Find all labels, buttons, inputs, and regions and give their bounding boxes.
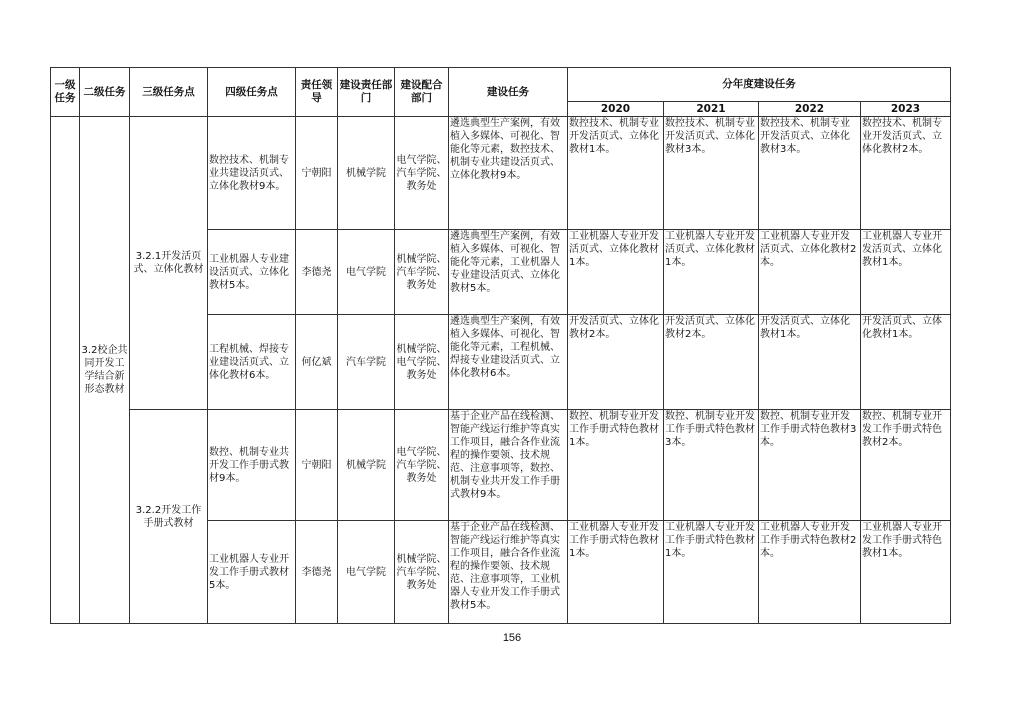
year-2023-cell: 数控、机制专业开发工作手册式特色教材2本。 bbox=[861, 410, 951, 521]
table-row bbox=[51, 117, 951, 230]
construction-task-table bbox=[50, 67, 951, 624]
coop-cell: 电气学院、汽车学院、教务处 bbox=[395, 117, 449, 230]
level3-cell: 3.2.2开发工作手册式教材 bbox=[130, 410, 208, 624]
year-2023-cell: 工业机器人专业开发活页式、立体化教材1本。 bbox=[861, 230, 951, 315]
year-2023-cell: 工业机器人专业开发工作手册式特色教材1本。 bbox=[861, 521, 951, 624]
level4-cell: 工程机械、焊接专业建设活页式、立体化教材6本。 bbox=[208, 315, 296, 410]
level3-cell: 3.2.1开发活页式、立体化教材 bbox=[130, 117, 208, 410]
header-task: 建设任务 bbox=[449, 68, 568, 117]
year-2021-cell: 工业机器人专业开发活页式、立体化教材1本。 bbox=[664, 230, 759, 315]
year-2021-cell: 开发活页式、立体化教材2本。 bbox=[664, 315, 759, 410]
coop-cell: 电气学院、汽车学院、教务处 bbox=[395, 410, 449, 521]
page-number: 156 bbox=[502, 632, 522, 644]
header-dept: 建设责任部门 bbox=[338, 68, 395, 117]
year-2022-cell: 数控技术、机制专业开发活页式、立体化教材3本。 bbox=[759, 117, 861, 230]
header-level2: 二级任务 bbox=[80, 68, 130, 117]
task-cell: 遴选典型生产案例，有效植入多媒体、可视化、智能化等元素，数控技术、机制专业共建设活页式、立体化教材9本。 bbox=[449, 117, 568, 230]
leader-cell: 何亿斌 bbox=[296, 315, 338, 410]
header-year-2021: 2021 bbox=[664, 102, 759, 117]
leader-cell: 李德尧 bbox=[296, 521, 338, 624]
year-2021-cell: 数控技术、机制专业开发活页式、立体化教材3本。 bbox=[664, 117, 759, 230]
level1-cell bbox=[51, 117, 80, 624]
coop-cell: 机械学院、汽车学院、教务处 bbox=[395, 230, 449, 315]
task-table-sheet bbox=[50, 67, 950, 624]
task-cell: 基于企业产品在线检测、智能产线运行维护等真实工作项目，融合各作业流程的操作要领、技术规范、注意事项等，工业机器人专业开发工作手册式教材5本。 bbox=[449, 521, 568, 624]
table-row bbox=[51, 410, 951, 521]
year-2023-cell: 数控技术、机制专业开发活页式、立体化教材2本。 bbox=[861, 117, 951, 230]
level2-cell: 3.2校企共同开发工学结合新形态教材 bbox=[80, 117, 130, 624]
header-row bbox=[51, 68, 951, 102]
level4-cell: 数控技术、机制专业共建设活页式、立体化教材9本。 bbox=[208, 117, 296, 230]
level4-cell: 工业机器人专业建设活页式、立体化教材5本。 bbox=[208, 230, 296, 315]
header-year-2020: 2020 bbox=[568, 102, 664, 117]
year-2021-cell: 数控、机制专业开发工作手册式特色教材3本。 bbox=[664, 410, 759, 521]
header-level1: 一级任务 bbox=[51, 68, 80, 117]
year-2021-cell: 工业机器人专业开发工作手册式特色教材1本。 bbox=[664, 521, 759, 624]
dept-cell: 电气学院 bbox=[338, 230, 395, 315]
coop-cell: 机械学院、电气学院、教务处 bbox=[395, 315, 449, 410]
year-2023-cell: 开发活页式、立体化教材1本。 bbox=[861, 315, 951, 410]
dept-cell: 机械学院 bbox=[338, 410, 395, 521]
dept-cell: 汽车学院 bbox=[338, 315, 395, 410]
year-2020-cell: 工业机器人专业开发活页式、立体化教材1本。 bbox=[568, 230, 664, 315]
year-2020-cell: 数控、机制专业开发工作手册式特色教材1本。 bbox=[568, 410, 664, 521]
dept-cell: 机械学院 bbox=[338, 117, 395, 230]
task-cell: 基于企业产品在线检测、智能产线运行维护等真实工作项目，融合各作业流程的操作要领、技术规范、注意事项等，数控、机制专业共开发工作手册式教材9本。 bbox=[449, 410, 568, 521]
leader-cell: 宁朝阳 bbox=[296, 117, 338, 230]
year-2020-cell: 开发活页式、立体化教材2本。 bbox=[568, 315, 664, 410]
header-leader: 责任领导 bbox=[296, 68, 338, 117]
header-year-2023: 2023 bbox=[861, 102, 951, 117]
header-level3: 三级任务点 bbox=[130, 68, 208, 117]
level4-cell: 工业机器人专业开发工作手册式教材5本。 bbox=[208, 521, 296, 624]
year-2022-cell: 数控、机制专业开发工作手册式特色教材3本。 bbox=[759, 410, 861, 521]
year-2022-cell: 开发活页式、立体化教材1本。 bbox=[759, 315, 861, 410]
leader-cell: 李德尧 bbox=[296, 230, 338, 315]
dept-cell: 电气学院 bbox=[338, 521, 395, 624]
header-year-2022: 2022 bbox=[759, 102, 861, 117]
header-annual: 分年度建设任务 bbox=[568, 68, 951, 102]
header-coop: 建设配合部门 bbox=[395, 68, 449, 117]
coop-cell: 机械学院、汽车学院、教务处 bbox=[395, 521, 449, 624]
year-2022-cell: 工业机器人专业开发活页式、立体化教材2本。 bbox=[759, 230, 861, 315]
leader-cell: 宁朝阳 bbox=[296, 410, 338, 521]
header-level4: 四级任务点 bbox=[208, 68, 296, 117]
year-2020-cell: 工业机器人专业开发工作手册式特色教材1本。 bbox=[568, 521, 664, 624]
level4-cell: 数控、机制专业共开发工作手册式教材9本。 bbox=[208, 410, 296, 521]
task-cell: 遴选典型生产案例，有效植入多媒体、可视化、智能化等元素，工程机械、焊接专业建设活页式、立体化教材6本。 bbox=[449, 315, 568, 410]
task-cell: 遴选典型生产案例，有效植入多媒体、可视化、智能化等元素，工业机器人专业建设活页式、立体化教材5本。 bbox=[449, 230, 568, 315]
year-2022-cell: 工业机器人专业开发工作手册式特色教材2本。 bbox=[759, 521, 861, 624]
year-2020-cell: 数控技术、机制专业开发活页式、立体化教材1本。 bbox=[568, 117, 664, 230]
